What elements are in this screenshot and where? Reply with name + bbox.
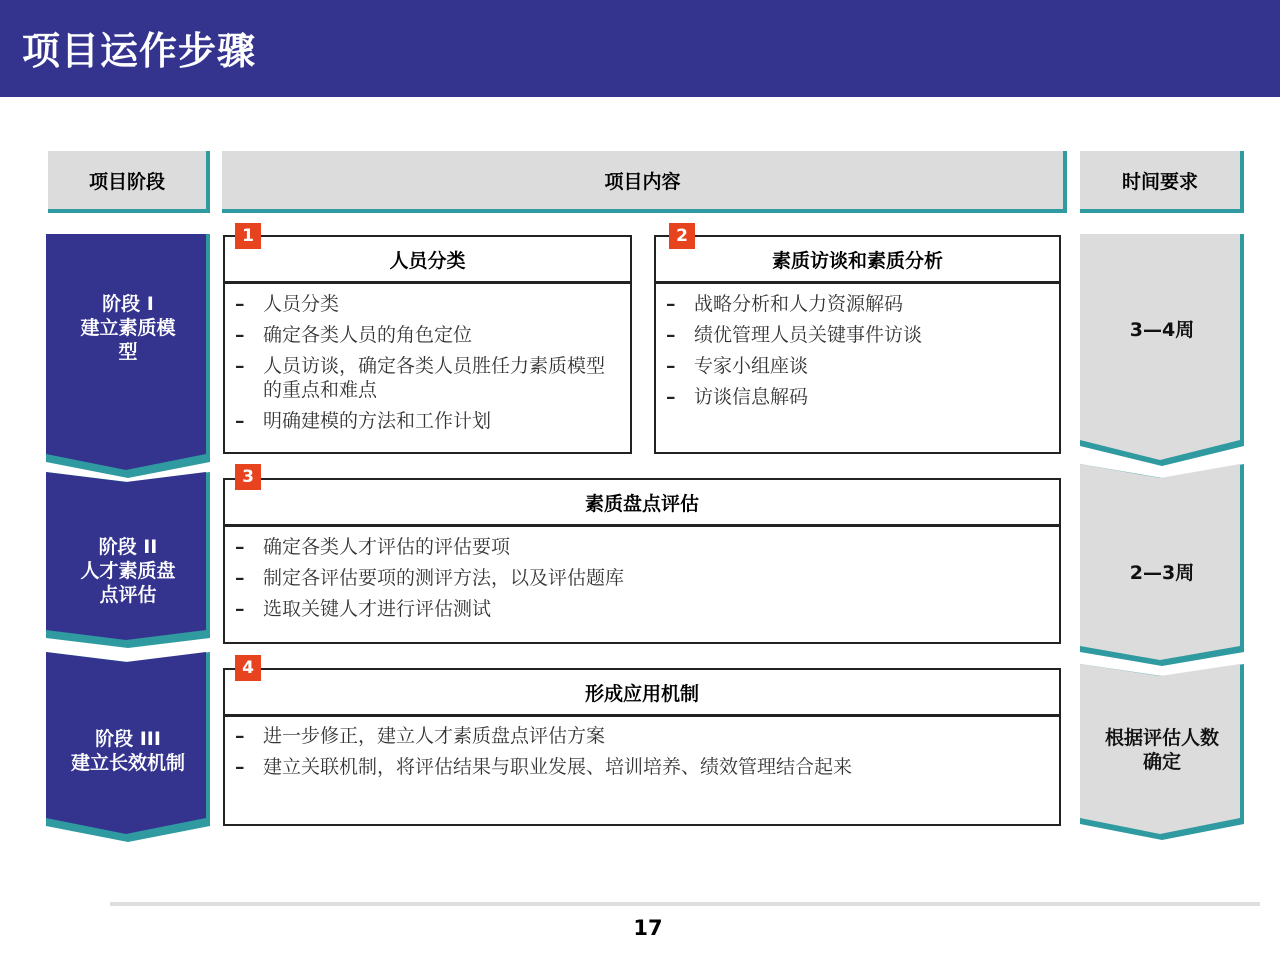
footer-divider	[110, 902, 1260, 906]
list-item: – 人员访谈，确定各类人员胜任力素质模型的重点和难点	[235, 354, 616, 402]
phase-2-name-line2: 点评估	[99, 584, 157, 606]
list-item: – 访谈信息解码	[666, 385, 1045, 409]
column-header-phase: 项目阶段	[48, 151, 210, 213]
phase-3-name-line1: 建立长效机制	[70, 752, 185, 774]
time-3-label-line2: 确定	[1142, 751, 1181, 773]
step-4-title: 形成应用机制	[225, 670, 1059, 717]
time-1-label: 3—4周	[1129, 319, 1195, 341]
step-2-list	[666, 292, 1045, 416]
time-chevron-2	[1080, 464, 1244, 666]
time-chevron-3	[1080, 664, 1244, 840]
column-header-time: 时间要求	[1080, 151, 1244, 213]
step-2-title: 素质访谈和素质分析	[656, 237, 1059, 284]
phase-3-title: 阶段 III	[95, 728, 161, 750]
phase-arrow-1	[46, 234, 210, 478]
time-3-label-line1: 根据评估人数	[1104, 727, 1219, 749]
page-number: 17	[633, 916, 663, 940]
phase-1-title: 阶段 I	[102, 293, 154, 315]
step-box-3	[223, 478, 1061, 644]
step-3-list	[235, 535, 1045, 628]
column-header-content: 项目内容	[222, 151, 1067, 213]
step-2-badge: 2	[669, 223, 695, 249]
step-3-badge: 3	[235, 464, 261, 490]
step-1-badge: 1	[235, 223, 261, 249]
title-bar	[0, 0, 1280, 97]
phase-2-name-line1: 人才素质盘	[80, 560, 176, 582]
list-item: – 专家小组座谈	[666, 354, 1045, 378]
phase-2-title: 阶段 II	[98, 536, 158, 558]
step-box-2	[654, 235, 1061, 454]
list-item: – 选取关键人才进行评估测试	[235, 597, 1045, 621]
time-chevron-1	[1080, 234, 1244, 466]
time-2-label: 2—3周	[1129, 562, 1195, 584]
page-title: 项目运作步骤	[22, 29, 257, 73]
step-4-badge: 4	[235, 655, 261, 681]
list-item: – 确定各类人才评估的评估要项	[235, 535, 1045, 559]
list-item: – 战略分析和人力资源解码	[666, 292, 1045, 316]
step-3-title: 素质盘点评估	[225, 480, 1059, 527]
step-1-title: 人员分类	[225, 237, 630, 284]
list-item: – 进一步修正，建立人才素质盘点评估方案	[235, 724, 1045, 748]
phase-arrow-3	[46, 652, 210, 842]
phase-arrow-2	[46, 472, 210, 648]
list-item: – 明确建模的方法和工作计划	[235, 409, 616, 433]
step-4-list	[235, 724, 1045, 786]
list-item: – 制定各评估要项的测评方法，以及评估题库	[235, 566, 1045, 590]
list-item: – 确定各类人员的角色定位	[235, 323, 616, 347]
list-item: – 建立关联机制，将评估结果与职业发展、培训培养、绩效管理结合起来	[235, 755, 1045, 779]
list-item: – 绩优管理人员关键事件访谈	[666, 323, 1045, 347]
phase-1-name-line2: 型	[118, 341, 138, 363]
step-1-list	[235, 292, 616, 440]
list-item: – 人员分类	[235, 292, 616, 316]
step-box-4	[223, 668, 1061, 826]
step-box-1	[223, 235, 632, 454]
phase-1-name-line1: 建立素质模	[80, 317, 176, 339]
